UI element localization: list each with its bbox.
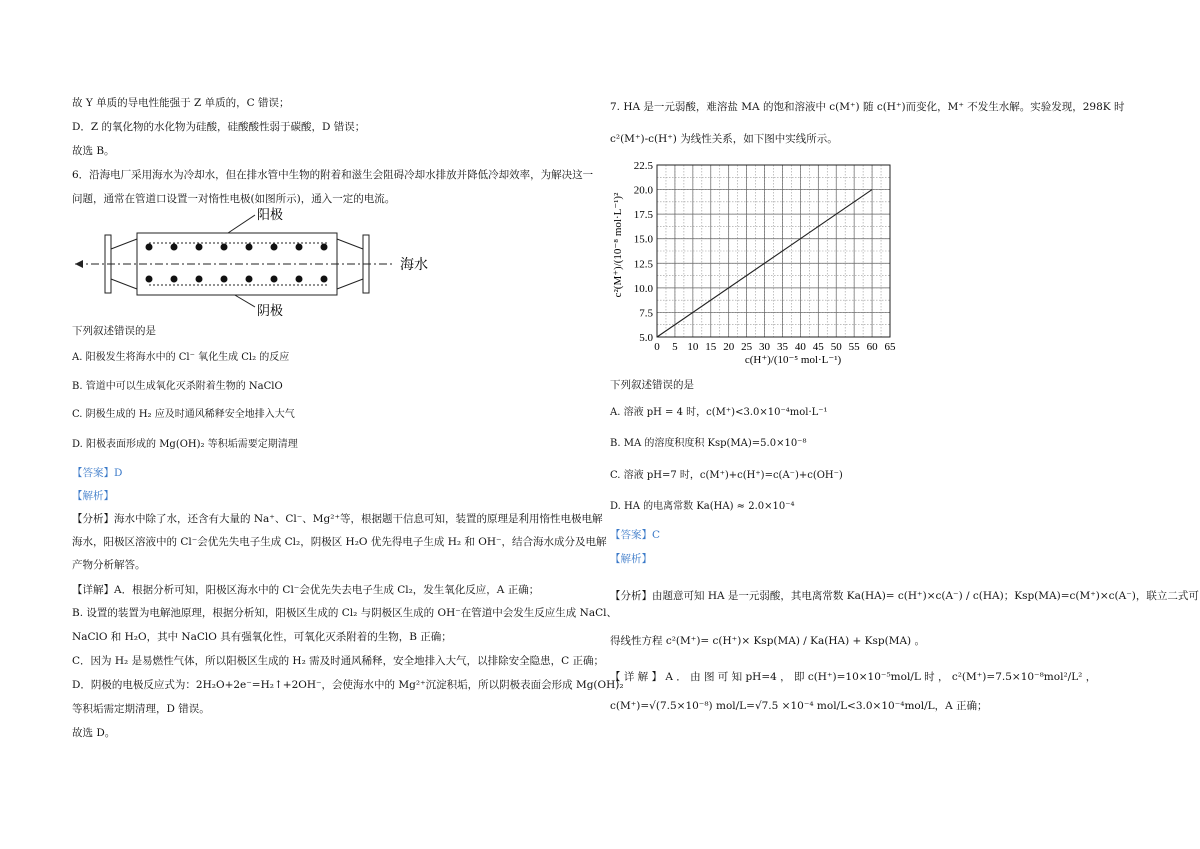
y-tick-label: 17.5 bbox=[633, 209, 653, 222]
x-tick-label: 20 bbox=[723, 341, 735, 353]
q6-answer: 【答案】D bbox=[72, 467, 123, 479]
q7-answer: 【答案】C bbox=[610, 529, 661, 541]
q6-analysis-title: 【解析】 bbox=[72, 490, 114, 502]
q7-analysis-2: 得线性方程 c²(M⁺)= c(H⁺)× Ksp(MA) / Ka(HA) + Ksp(MA) 。 bbox=[610, 635, 925, 647]
x-tick-label: 0 bbox=[654, 341, 660, 353]
q7-stem-line-2: c²(M⁺)-c(H⁺) 为线性关系，如下图中实线所示。 bbox=[610, 133, 838, 145]
left-line-3: 故选 B。 bbox=[72, 145, 115, 157]
q6-option-b: B. 管道中可以生成氧化灭杀附着生物的 NaClO bbox=[72, 381, 283, 392]
q7-chart bbox=[605, 155, 905, 370]
x-tick-label: 30 bbox=[759, 341, 771, 353]
q7-detail-a-2: c(M⁺)=√(7.5×10⁻⁸) mol/L=√7.5 ×10⁻⁴ mol/L<3.0×10⁻⁴mol/L，A 正确； bbox=[610, 700, 988, 712]
q7-option-a: A. 溶液 pH = 4 时，c(M⁺)<3.0×10⁻⁴mol·L⁻¹ bbox=[610, 407, 828, 418]
x-tick-label: 15 bbox=[705, 341, 717, 353]
x-tick-label: 50 bbox=[830, 341, 842, 353]
q6-detail-a: 【详解】A．根据分析可知，阳极区海水中的 Cl⁻会优先失去电子生成 Cl₂，发生氧化反应，A 正确； bbox=[72, 584, 540, 596]
y-tick-label: 12.5 bbox=[633, 258, 653, 271]
q7-question: 下列叙述错误的是 bbox=[610, 379, 694, 391]
q6-detail-d-2: 等积垢需定期清理，D 错误。 bbox=[72, 703, 210, 715]
x-tick-label: 60 bbox=[866, 341, 878, 353]
x-tick-label: 45 bbox=[812, 341, 824, 353]
left-line-1: 故 Y 单质的导电性能强于 Z 单质的，C 错误； bbox=[72, 97, 290, 109]
q6-option-d: D. 阳极表面形成的 Mg(OH)₂ 等积垢需要定期清理 bbox=[72, 439, 298, 450]
y-tick-label: 7.5 bbox=[639, 307, 653, 320]
q7-analysis-title: 【解析】 bbox=[610, 553, 652, 565]
q7-stem-line-1: 7. HA 是一元弱酸，难溶盐 MA 的饱和溶液中 c(M⁺) 随 c(H⁺)而变化，M⁺ 不发生水解。实验发现，298K 时 bbox=[610, 101, 1125, 113]
y-tick-label: 20.0 bbox=[633, 184, 653, 197]
q6-question: 下列叙述错误的是 bbox=[72, 325, 156, 337]
y-tick-label: 5.0 bbox=[639, 332, 653, 344]
q6-option-c: C. 阴极生成的 H₂ 应及时通风稀释安全地排入大气 bbox=[72, 409, 295, 420]
flow-arrow-icon bbox=[75, 260, 83, 268]
q6-option-a: A. 阳极发生将海水中的 Cl⁻ 氧化生成 Cl₂ 的反应 bbox=[72, 352, 290, 363]
q6-analysis-1: 【分析】海水中除了水，还含有大量的 Na⁺、Cl⁻、Mg²⁺等，根据题干信息可知，装置的原理是利用惰性电极电解 bbox=[72, 513, 603, 525]
chart-y-axis-label: c²(M⁺)/(10⁻⁸ mol·L⁻¹)² bbox=[612, 192, 624, 298]
q7-detail-a-1: 【 详 解 】 A ． 由 图 可 知 pH=4 ， 即 c(H⁺)=10×10⁻⁵mol/L 时 ， c²(M⁺)=7.5×10⁻⁸mol²/L² ， bbox=[610, 671, 1097, 683]
y-tick-label: 15.0 bbox=[633, 233, 653, 246]
q7-option-c: C. 溶液 pH=7 时，c(M⁺)+c(H⁺)=c(A⁻)+c(OH⁻) bbox=[610, 470, 843, 481]
q6-analysis-2: 海水，阳极区溶液中的 Cl⁻会优先失电子生成 Cl₂，阴极区 H₂O 优先得电子生成 H₂ 和 OH⁻，结合海水成分及电解 bbox=[72, 536, 607, 548]
x-tick-label: 40 bbox=[794, 341, 806, 353]
q6-analysis-3: 产物分析解答。 bbox=[72, 559, 146, 571]
cathode-label: 阴极 bbox=[257, 303, 284, 318]
q6-conclusion: 故选 D。 bbox=[72, 727, 116, 739]
electrolysis-diagram bbox=[65, 205, 445, 323]
q6-stem-line-2: 问题，通常在管道口设置一对惰性电极(如图所示)，通入一定的电流。 bbox=[72, 193, 396, 205]
seawater-label: 海水 bbox=[400, 258, 428, 273]
chart-x-axis-label: c(H⁺)/(10⁻⁵ mol·L⁻¹) bbox=[744, 354, 842, 366]
y-tick-label: 10.0 bbox=[633, 282, 653, 295]
q7-option-b: B. MA 的溶度积度积 Ksp(MA)=5.0×10⁻⁸ bbox=[610, 438, 807, 449]
x-tick-label: 55 bbox=[848, 341, 860, 353]
q6-detail-d-1: D．阴极的电极反应式为：2H₂O+2e⁻=H₂↑+2OH⁻，会使海水中的 Mg²⁺沉淀积垢，所以阴极表面会形成 Mg(OH)₂ bbox=[72, 679, 624, 691]
left-line-2: D．Z 的氧化物的水化物为硅酸，硅酸酸性弱于碳酸，D 错误； bbox=[72, 121, 366, 133]
x-tick-label: 35 bbox=[776, 341, 788, 353]
x-tick-label: 25 bbox=[741, 341, 753, 353]
anode-label: 阳极 bbox=[257, 207, 284, 222]
y-tick-label: 22.5 bbox=[633, 160, 653, 172]
x-tick-label: 65 bbox=[884, 341, 896, 353]
q7-analysis-1: 【分析】由题意可知 HA 是一元弱酸，其电离常数 Ka(HA)= c(H⁺)×c(A⁻) / c(HA)；Ksp(MA)=c(M⁺)×c(A⁻)，联立二式可 bbox=[610, 590, 1199, 602]
q6-detail-c: C．因为 H₂ 是易燃性气体，所以阳极区生成的 H₂ 需及时通风稀释，安全地排入大气，以排除安全隐患，C 正确； bbox=[72, 655, 604, 667]
x-tick-label: 10 bbox=[687, 341, 699, 353]
anode-leader bbox=[228, 215, 255, 233]
x-tick-label: 5 bbox=[672, 341, 678, 353]
q6-stem-line-1: 6．沿海电厂采用海水为冷却水，但在排水管中生物的附着和滋生会阻碍冷却水排放并降低冷却效率，为解决这一 bbox=[72, 169, 594, 181]
q6-detail-b-1: B. 设置的装置为电解池原理，根据分析知，阳极区生成的 Cl₂ 与阴极区生成的 OH⁻在管道中会发生反应生成 NaCl、 bbox=[72, 607, 617, 619]
q7-option-d: D. HA 的电离常数 Ka(HA) ≈ 2.0×10⁻⁴ bbox=[610, 501, 795, 512]
q6-detail-b-2: NaClO 和 H₂O，其中 NaClO 具有强氧化性，可氧化灭杀附着的生物，B 正确； bbox=[72, 631, 452, 643]
